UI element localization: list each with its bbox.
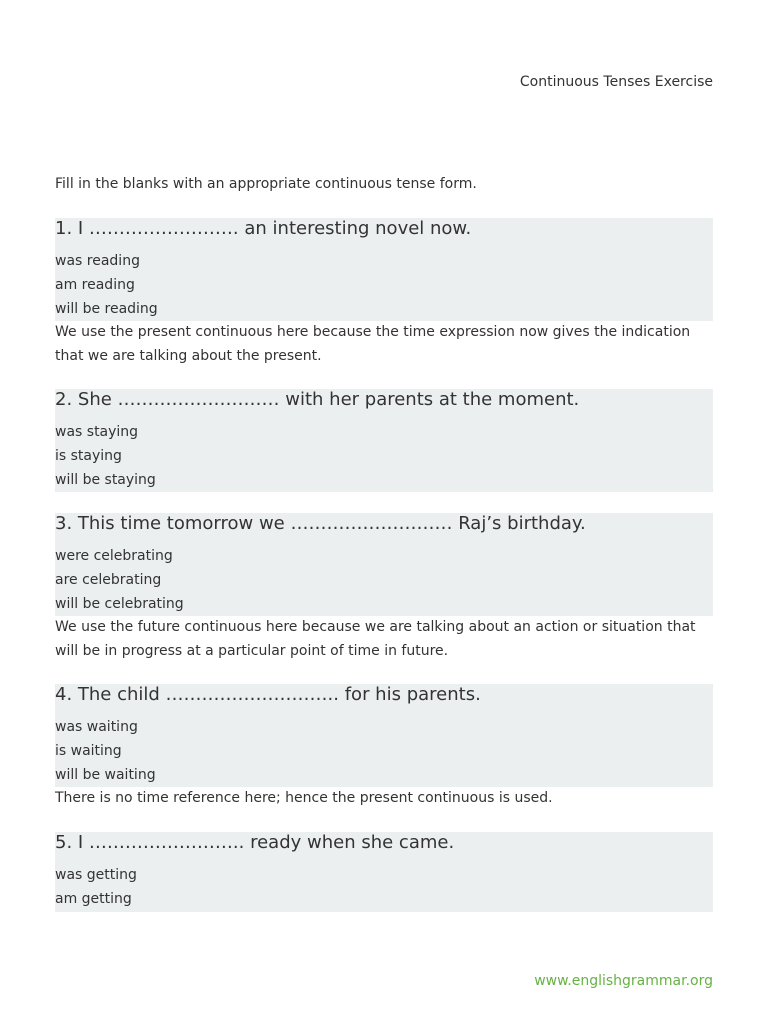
option-item[interactable]: am getting [55, 890, 132, 907]
question-explanation: There is no time reference here; hence the present continuous is used. [55, 790, 553, 807]
question-text: 1. I ……………………. an interesting novel now. [55, 218, 472, 239]
option-item[interactable]: was staying [55, 424, 139, 440]
options-list [55, 248, 713, 321]
option-item[interactable]: was reading [55, 253, 140, 269]
options-list [55, 714, 713, 787]
option-item[interactable]: am reading [55, 276, 135, 293]
question-text: 3. This time tomorrow we ……………………… Raj’s birthday. [55, 513, 586, 534]
options-list [55, 543, 713, 616]
option-item[interactable]: is waiting [55, 742, 122, 759]
instructions-text: Fill in the blanks with an appropriate continuous tense form. [55, 176, 477, 192]
question-block-1 [55, 218, 713, 369]
option-item[interactable]: will be celebrating [55, 595, 184, 612]
question-box [55, 389, 713, 492]
options-list [55, 419, 713, 492]
option-item[interactable]: will be waiting [55, 766, 156, 783]
question-block-4 [55, 684, 713, 811]
question-block-3 [55, 513, 713, 664]
option-item[interactable]: is staying [55, 447, 122, 464]
question-block-2 [55, 389, 713, 492]
options-list [55, 862, 713, 912]
question-explanation: We use the future continuous here because we are talking about an action or situation that will be in progress at a particular point of time in future. [55, 619, 696, 660]
page-title: Continuous Tenses Exercise [519, 74, 713, 90]
question-explanation: We use the present continuous here because the time expression now gives the indication that we are talking about the present. [55, 324, 691, 365]
option-item[interactable]: was waiting [55, 719, 138, 735]
option-item[interactable]: are celebrating [55, 571, 162, 588]
question-block-5 [55, 832, 713, 912]
footer-website-link[interactable]: www.englishgrammar.org [534, 973, 713, 989]
question-text: 4. The child ……………………….. for his parents. [55, 684, 481, 705]
question-box [55, 218, 713, 321]
question-box [55, 513, 713, 616]
question-box [55, 832, 713, 912]
option-item[interactable]: will be reading [55, 300, 158, 317]
question-box [55, 684, 713, 787]
question-text: 2. She ……………………… with her parents at the moment. [55, 389, 580, 410]
option-item[interactable]: was getting [55, 867, 137, 883]
option-item[interactable]: will be staying [55, 471, 156, 488]
question-text: 5. I …………………….. ready when she came. [55, 832, 455, 853]
option-item[interactable]: were celebrating [55, 548, 173, 564]
